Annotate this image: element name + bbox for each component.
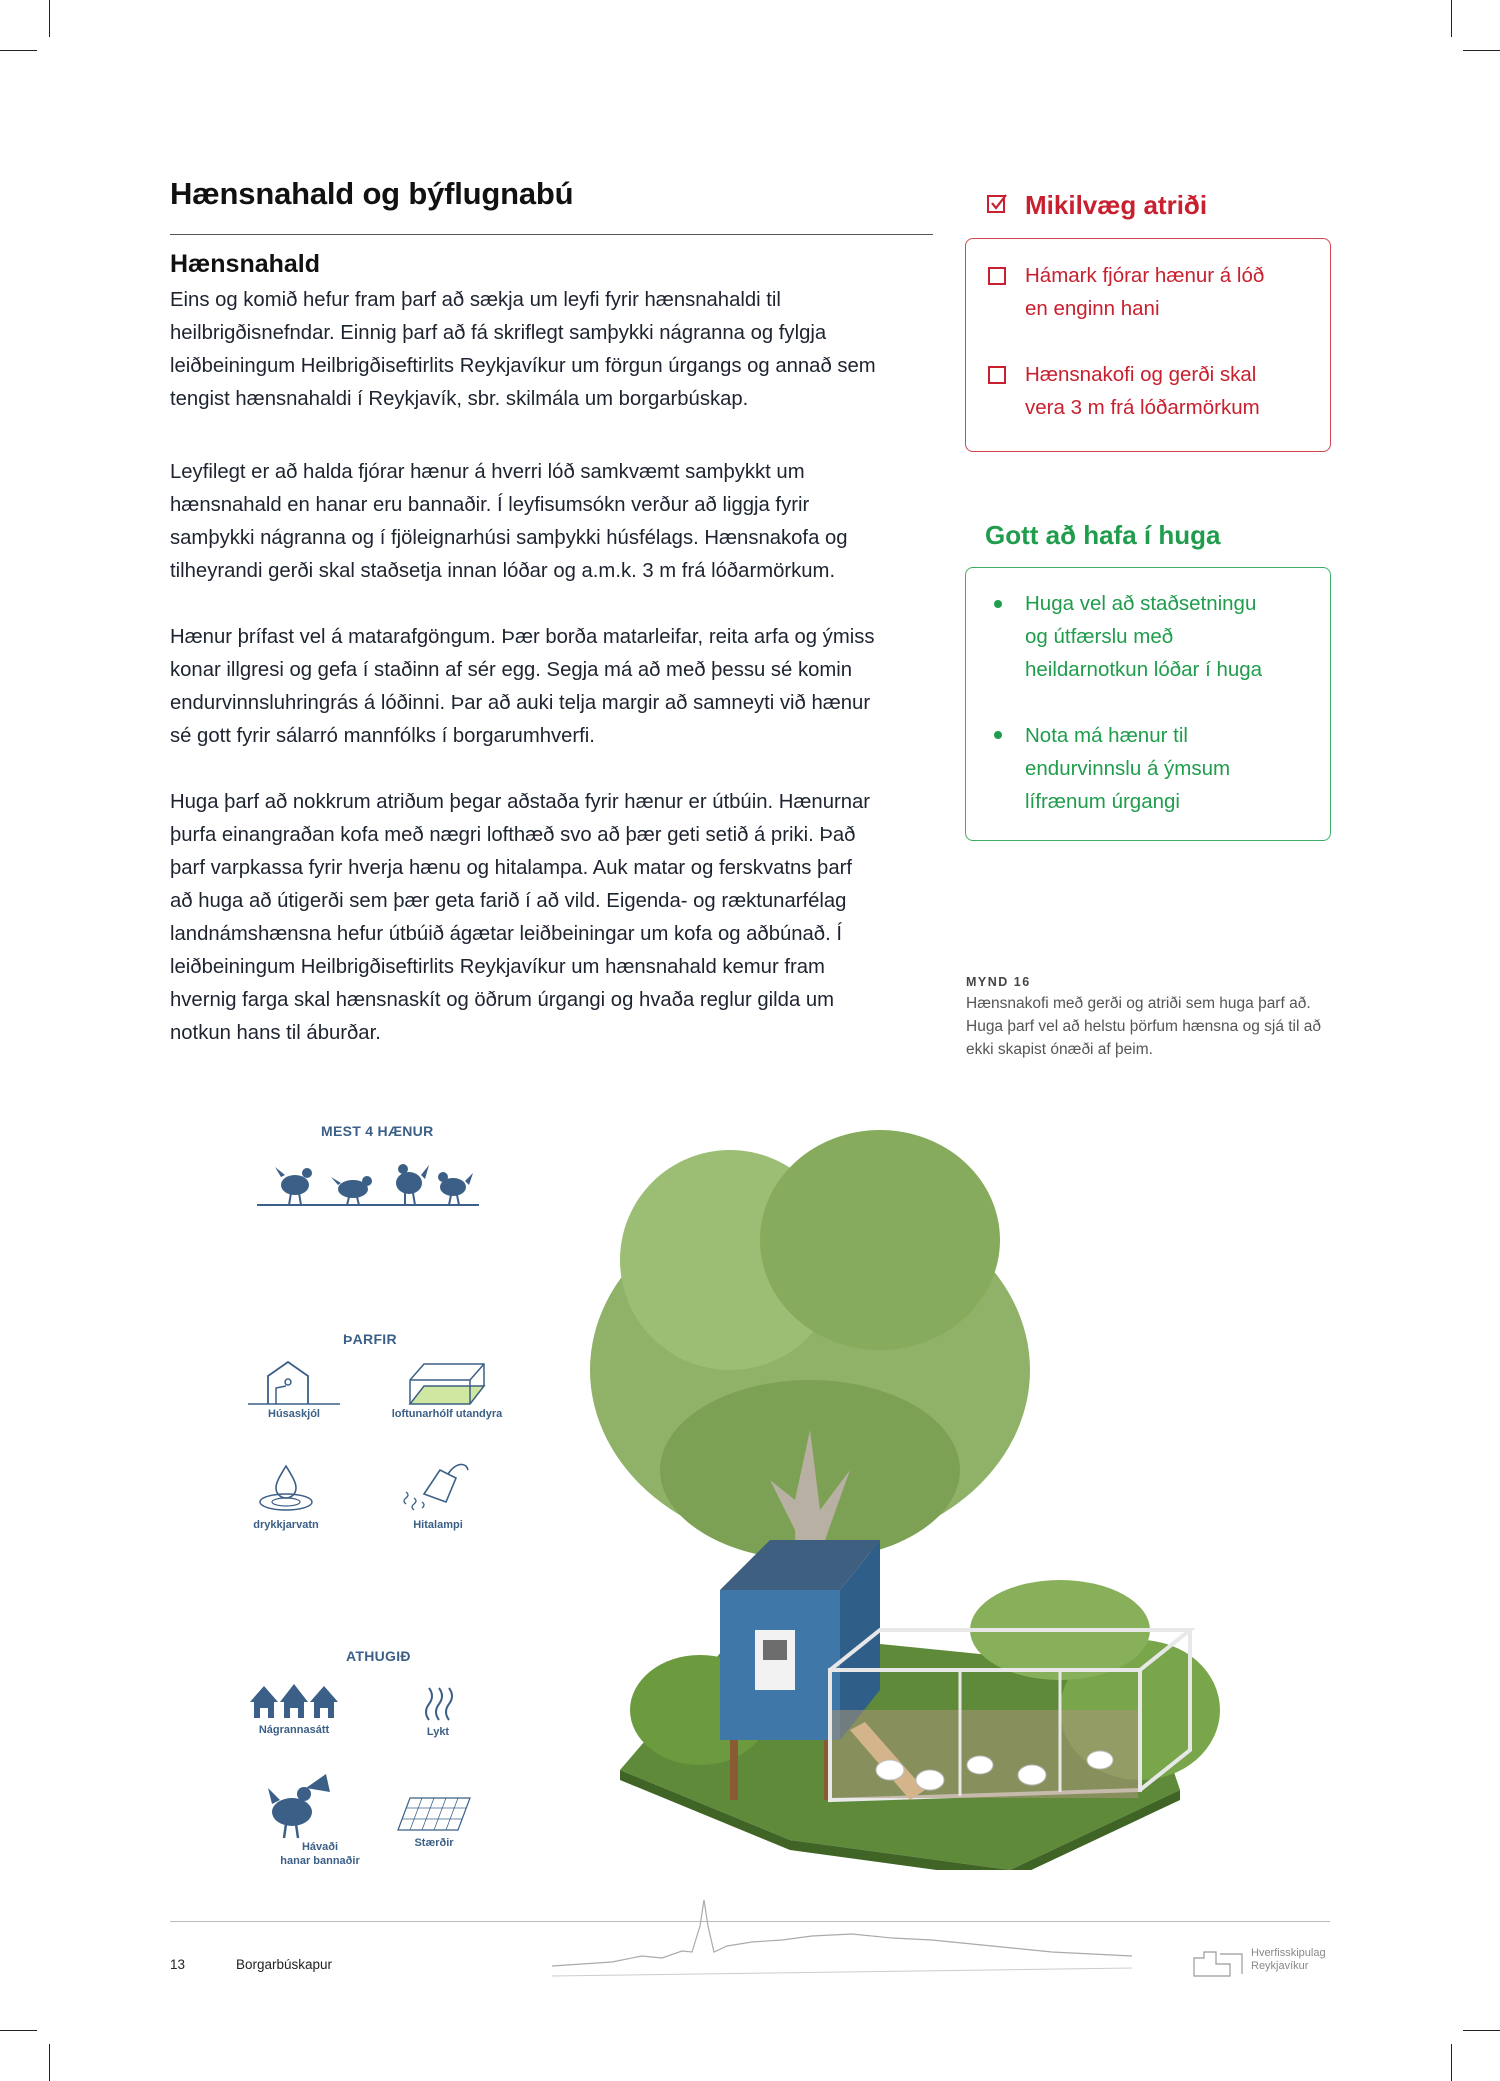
crop-mark — [1451, 0, 1452, 37]
important-item: Hámark fjórar hænur á lóð en enginn hani — [1025, 264, 1265, 320]
checkbox-icon — [988, 267, 1006, 285]
logo-icon — [1190, 1946, 1246, 1980]
checkbox-icon — [988, 366, 1006, 384]
crop-mark — [1463, 2030, 1500, 2031]
max-hens-title: MEST 4 HÆNUR — [321, 1123, 434, 1139]
notice-label: Nágrannasátt — [258, 1724, 330, 1736]
need-label: drykkjarvatn — [253, 1519, 319, 1531]
crop-mark — [0, 50, 37, 51]
paragraph-2: Leyfilegt er að halda fjórar hænur á hverri lóð samkvæmt samþykkt um hænsnahald en hanar eru bannaðir. Í leyfisumsókn verður að liggja fyrir samþykki nágranna og í fjöleignarhúsi samþykki húsfélags. Hænsnakofa og tilheyrandi gerði skal staðsetja innan lóðar og a.m.k. 3 m frá lóðarmörkum. — [170, 461, 848, 582]
notice-label: Stærðir — [414, 1837, 454, 1849]
size-grid-icon — [396, 1794, 472, 1834]
title-rule — [170, 234, 933, 235]
paragraph-1: Eins og komið hefur fram þarf að sækja um leyfi fyrir hænsnahaldi til heilbrigðisnefndar. Einnig þarf að fá skriflegt samþykki nágranna og fylgja leiðbeiningum Heilbrigðiseftirlits Reykjavíkur um förgun úrgangs og annað sem tengist hænsnahaldi í Reykjavík, sbr. skilmála um borgarbúskap. — [170, 289, 876, 410]
water-drop-icon — [254, 1462, 318, 1516]
bullet-icon — [994, 600, 1002, 608]
tips-item: Nota má hænur til endurvinnslu á ýmsum lífrænum úrgangi — [1025, 724, 1231, 813]
paragraph-3: Hænur þrífast vel á matarafgöngum. Þær borða matarleifar, reita arfa og ýmiss konar illgresi og gefa í staðinn af sér egg. Segja má að með þessu sé komin endurvinnsluhringrás á lóðinni. Þar að auki telja margir að samneyti við hænur sé gott fyrir sálarró mannfólks í borgarumhverfi. — [170, 626, 875, 747]
shelter-icon — [246, 1356, 342, 1408]
notice-label: Lykt — [426, 1726, 450, 1738]
outdoor-enclosure-icon — [402, 1356, 492, 1408]
crop-mark — [1463, 50, 1500, 51]
need-label: loftunarhólf utandyra — [391, 1408, 503, 1420]
checkbox-checked-icon — [986, 193, 1008, 215]
notice-title: ATHUGIÐ — [346, 1648, 411, 1664]
footer-logo-text: Hverfisskipulag Reykjavíkur — [1251, 1947, 1326, 1972]
need-label: Hitalampi — [413, 1519, 463, 1531]
skyline-graphic — [552, 1896, 1132, 1986]
important-heading: Mikilvæg atriði — [1025, 190, 1208, 220]
paragraph-4: Huga þarf að nokkrum atriðum þegar aðstaða fyrir hænur er útbúin. Hænurnar þurfa einangraðan kofa með nægri lofthæð svo að þær geti setið á priki. Það þarf varpkassa fyrir hverja hænu og hitalampa. Auk matar og ferskvatns þarf að huga að útigerði sem þær geta farið í að vild. Eigenda- og ræktunarfélag landnámshænsna hefur útbúið ágætar leiðbeiningar um kofa og aðbúnað. Í leiðbeiningum Heilbrigðiseftirlits Reykjavíkur um hænsnahald kemur fram hvernig farga skal hænsnaskít og öðrum úrgangi og hvaða reglur gilda um notkun hans til áburðar. — [170, 791, 871, 1044]
tips-item: Huga vel að staðsetningu og útfærslu með heildarnotkun lóðar í huga — [1025, 592, 1263, 681]
needs-title: ÞARFIR — [343, 1331, 397, 1347]
crop-mark — [49, 0, 50, 37]
rooster-megaphone-icon — [266, 1770, 342, 1840]
smell-icon — [421, 1678, 455, 1724]
need-label: Húsaskjól — [268, 1408, 320, 1420]
crop-mark — [1451, 2044, 1452, 2081]
document-name: Borgarbúskapur — [236, 1957, 333, 1972]
crop-mark — [0, 2030, 37, 2031]
section-heading: Hænsnahald — [170, 250, 321, 278]
notice-label: Hávaði hanar bannaðir — [280, 1841, 360, 1867]
tips-heading: Gott að hafa í huga — [985, 520, 1221, 550]
page-title: Hænsnahald og býflugnabú — [170, 176, 574, 211]
crop-mark — [49, 2044, 50, 2081]
heat-lamp-icon — [400, 1456, 470, 1516]
hens-icon — [255, 1155, 481, 1209]
bullet-icon — [994, 731, 1002, 739]
page-number: 13 — [170, 1957, 186, 1972]
figure-label: MYND 16 — [966, 975, 1031, 989]
neighbours-icon — [248, 1680, 340, 1722]
figure-caption: Hænsnakofi með gerði og atriði sem huga þarf að. Huga þarf vel að helstu þörfum hænsna og sjá til að ekki skapist ónæði af þeim. — [966, 995, 1321, 1058]
important-item: Hænsnakofi og gerði skal vera 3 m frá lóðarmörkum — [1025, 363, 1260, 419]
chicken-coop-illustration — [580, 1110, 1260, 1870]
